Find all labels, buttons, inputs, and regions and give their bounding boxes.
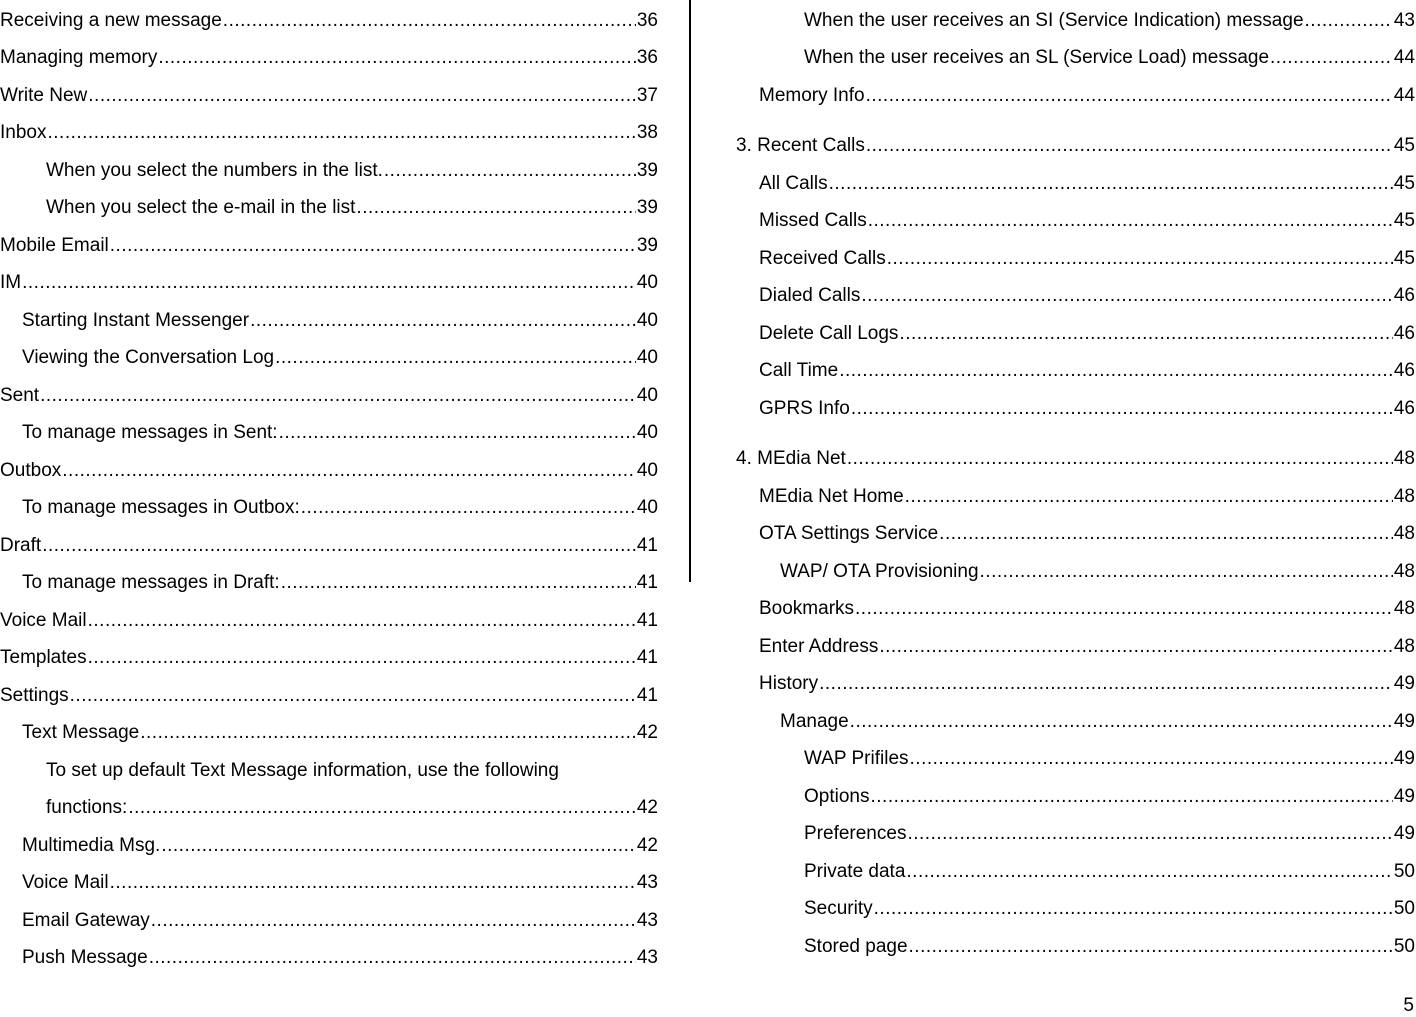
toc-entry-page: 40 [636,309,658,331]
toc-entry-title: Email Gateway [22,909,150,931]
toc-entry[interactable] [0,338,658,376]
toc-leader-dots [868,210,1393,232]
toc-entry[interactable] [0,113,658,151]
toc-entry-page: 43 [636,947,658,968]
toc-entry-page: 40 [636,272,658,293]
toc-entry-page: 42 [636,722,658,743]
toc-leader-dots [909,936,1393,958]
toc-right-column [736,0,1415,964]
toc-entry[interactable] [0,225,658,263]
toc-entry-title: WAP/ OTA Provisioning [780,560,979,582]
toc-entry[interactable] [736,0,1415,38]
toc-entry[interactable] [0,563,658,601]
toc-entry-page: 50 [1393,860,1415,882]
toc-entry-page: 46 [1393,322,1415,344]
toc-leader-dots [866,135,1393,157]
toc-leader-dots [62,460,636,482]
toc-leader-dots [47,122,635,144]
toc-entry[interactable] [736,238,1415,276]
toc-entry[interactable] [736,926,1415,964]
toc-leader-dots [874,898,1393,920]
toc-entry[interactable] [736,201,1415,239]
toc-entry-title: To manage messages in Outbox: [22,497,300,518]
toc-leader-dots [861,285,1392,307]
toc-entry[interactable] [0,0,658,38]
toc-entry-title: Delete Call Logs [759,322,899,344]
toc-entry-page: 41 [636,572,658,593]
toc-entry-title: Memory Info [759,84,865,106]
toc-entry[interactable] [0,600,658,638]
toc-entry-page: 40 [636,347,658,368]
toc-entry[interactable] [736,38,1415,76]
toc-entry-title: Inbox [0,122,47,143]
toc-entry-title: 3. Recent Calls [736,135,865,156]
toc-entry-page: 37 [636,84,658,106]
toc-entry-page: 49 [1393,748,1415,769]
toc-entry-title: Outbox [0,459,62,481]
toc-entry[interactable] [0,375,658,413]
toc-entry[interactable] [0,675,658,713]
toc-entry-page: 49 [1393,785,1415,807]
toc-leader-dots [851,398,1393,420]
toc-entry-title: Voice Mail [22,872,109,893]
toc-entry-title: Viewing the Conversation Log [22,347,275,368]
toc-entry-title: GPRS Info [759,397,850,419]
toc-leader-dots [899,323,1392,345]
toc-leader-dots [151,910,636,932]
toc-entry-page: 43 [636,909,658,931]
toc-entry-title: To manage messages in Draft: [22,572,280,593]
toc-entry-page: 49 [1393,823,1415,844]
toc-leader-dots [1305,10,1393,32]
toc-leader-dots [42,535,636,557]
toc-leader-dots [158,47,636,69]
toc-entry-page: 48 [1393,560,1415,582]
toc-leader-dots [149,947,636,969]
toc-entry-page: 41 [636,534,658,556]
toc-entry[interactable] [736,439,1415,477]
toc-entry[interactable] [0,825,658,863]
toc-entry-title: Templates [0,647,87,668]
page-number: 5 [1403,995,1414,1016]
toc-entry-page: 43 [636,872,658,893]
toc-entry[interactable] [736,739,1415,777]
toc-entry-line: To set up default Text Message information, use the following [46,759,559,781]
toc-leader-dots [110,235,636,257]
toc-leader-dots [847,448,1393,470]
toc-entry-page: 48 [1393,485,1415,507]
toc-entry[interactable] [736,889,1415,927]
toc-entry-page: 42 [636,797,658,818]
toc-entry-title: Received Calls [759,247,886,269]
toc-entry-title: All Calls [759,172,828,194]
toc-entry-title: Preferences [804,823,907,844]
toc-entry-page: 40 [636,384,658,406]
toc-entry-page: 40 [636,422,658,443]
toc-entry-page: 41 [636,647,658,668]
toc-leader-dots [855,598,1393,620]
toc-leader-dots [88,647,636,669]
toc-entry[interactable] [736,75,1415,113]
toc-leader-dots [839,360,1393,382]
toc-entry[interactable] [736,276,1415,314]
toc-leader-dots [910,748,1393,770]
toc-entry[interactable] [736,664,1415,702]
toc-entry[interactable] [0,488,658,526]
toc-entry-title: Enter Address [759,635,879,657]
toc-entry-page: 50 [1393,935,1415,957]
toc-entry-title: Receiving a new message [0,9,222,31]
toc-leader-dots [88,85,636,107]
toc-entry-title: Private data [804,860,906,882]
toc-entry-page: 49 [1393,673,1415,694]
toc-entry-page: 48 [1393,635,1415,657]
toc-leader-dots [1270,47,1393,69]
toc-entry-page: 39 [636,159,658,181]
toc-entry[interactable] [0,188,658,226]
toc-entry[interactable] [736,126,1415,164]
toc-leader-dots [905,486,1393,508]
toc-entry-title: Write New [0,84,88,106]
toc-entry[interactable] [0,900,658,938]
toc-entry-page: 45 [1393,247,1415,269]
toc-entry[interactable] [736,851,1415,889]
toc-entry[interactable] [0,638,658,676]
toc-entry-page: 45 [1393,172,1415,194]
toc-entry-title: To manage messages in Sent: [22,422,278,443]
toc-entry-title: Stored page [804,935,908,957]
toc-leader-dots [40,385,636,407]
toc-leader-dots [356,197,635,219]
toc-entry[interactable] [0,413,658,451]
toc-entry[interactable] [0,75,658,113]
toc-leader-dots [301,497,636,519]
toc-entry-title: When the user receives an SI (Service Indication) message [804,9,1304,31]
toc-entry[interactable] [0,38,658,76]
toc-leader-dots [88,610,636,632]
toc-leader-dots [275,347,636,369]
toc-entry[interactable] [736,163,1415,201]
toc-entry[interactable] [0,150,658,188]
toc-leader-dots [887,248,1393,270]
toc-leader-dots [223,10,636,32]
toc-entry[interactable] [0,863,658,901]
toc-entry-page: 48 [1393,448,1415,469]
toc-entry-title: Managing memory [0,47,158,68]
toc-leader-dots [70,685,636,707]
toc-entry-title: Text Message [22,722,140,743]
toc-entry[interactable] [0,525,658,563]
toc-entry-title: History [759,673,819,694]
toc-leader-dots [870,786,1392,808]
toc-leader-dots [879,636,1393,658]
toc-entry-title: When the user receives an SL (Service Load) message [804,47,1270,68]
toc-entry-title: Security [804,898,873,919]
toc-entry-page: 40 [636,497,658,518]
toc-entry[interactable] [736,814,1415,852]
toc-entry-title: Manage [780,710,849,732]
toc-entry-title: Sent [0,384,40,406]
toc-entry-title: IM [0,272,22,293]
toc-leader-dots [850,711,1393,733]
toc-entry-title: Missed Calls [759,210,867,231]
toc-entry[interactable] [736,388,1415,426]
toc-entry-title: Bookmarks [759,598,855,619]
toc-entry-page: 43 [1393,9,1415,31]
toc-entry-page: 39 [636,197,658,218]
toc-entry-title: functions: [46,797,128,818]
toc-entry[interactable] [736,351,1415,389]
toc-entry[interactable] [736,313,1415,351]
toc-entry[interactable] [736,476,1415,514]
toc-entry[interactable] [736,551,1415,589]
toc-entry-title: Push Message [22,947,148,968]
toc-entry-page: 49 [1393,710,1415,732]
toc-entry-page: 50 [1393,898,1415,919]
toc-entry-page: 45 [1393,210,1415,231]
toc-leader-dots [907,823,1392,845]
toc-entry[interactable] [736,626,1415,664]
toc-entry-page: 36 [636,47,658,68]
toc-entry-page: 40 [636,459,658,481]
toc-entry-page: 45 [1393,135,1415,156]
toc-entry-title: When you select the e-mail in the list [46,197,356,218]
column-divider [689,0,691,582]
toc-leader-dots [819,673,1393,695]
toc-entry-title: Starting Instant Messenger [22,309,250,331]
toc-entry-page: 41 [636,609,658,631]
toc-entry-page: 46 [1393,285,1415,306]
toc-entry[interactable] [0,450,658,488]
toc-entry-title: MEdia Net Home [759,485,904,507]
toc-entry-page: 46 [1393,360,1415,381]
toc-leader-dots [140,722,636,744]
toc-leader-dots [22,272,636,294]
toc-entry-title: Dialed Calls [759,285,861,306]
toc-leader-dots [128,797,636,819]
toc-entry-title: Voice Mail [0,609,87,631]
toc-entry-page: 44 [1393,47,1415,68]
toc-entry-page: 48 [1393,523,1415,544]
toc-entry[interactable] [736,776,1415,814]
toc-leader-dots [250,310,636,332]
toc-leader-dots [866,85,1393,107]
toc-entry-page: 38 [636,122,658,143]
toc-entry-title: When you select the numbers in the list. [46,159,383,181]
toc-entry-title: Mobile Email [0,234,109,256]
toc-entry[interactable] [0,788,658,826]
toc-entry-title: 4. MEdia Net [736,448,846,469]
toc-leader-dots [980,561,1393,583]
toc-leader-dots [906,861,1392,883]
toc-leader-dots [281,572,636,594]
toc-entry-title: Call Time [759,360,839,381]
toc-entry[interactable] [0,713,658,751]
toc-leader-dots [829,173,1393,195]
toc-entry-title: WAP Prifiles [804,748,909,769]
toc-leader-dots [279,422,636,444]
toc-entry-page: 42 [636,834,658,856]
toc-entry-page: 48 [1393,598,1415,619]
toc-entry-title: OTA Settings Service [759,523,939,544]
toc-entry-page: 46 [1393,397,1415,419]
toc-entry[interactable] [0,263,658,301]
toc-entry[interactable] [736,514,1415,552]
toc-entry-title: Options [804,785,870,807]
toc-leader-dots [110,872,636,894]
toc-entry[interactable] [736,589,1415,627]
toc-entry[interactable] [0,938,658,976]
toc-left-column [0,0,658,975]
toc-entry-page: 36 [636,9,658,31]
toc-leader-dots [384,160,636,182]
toc-entry-page: 44 [1393,84,1415,106]
toc-entry[interactable] [0,300,658,338]
toc-entry-title: Settings [0,684,69,706]
toc-leader-dots [939,523,1393,545]
toc-entry-title: Draft [0,534,42,556]
toc-entry-page: 39 [636,234,658,256]
toc-leader-dots [161,835,636,857]
toc-entry-title: Multimedia Msg. [22,834,161,856]
toc-entry[interactable] [736,701,1415,739]
toc-entry-page: 41 [636,684,658,706]
